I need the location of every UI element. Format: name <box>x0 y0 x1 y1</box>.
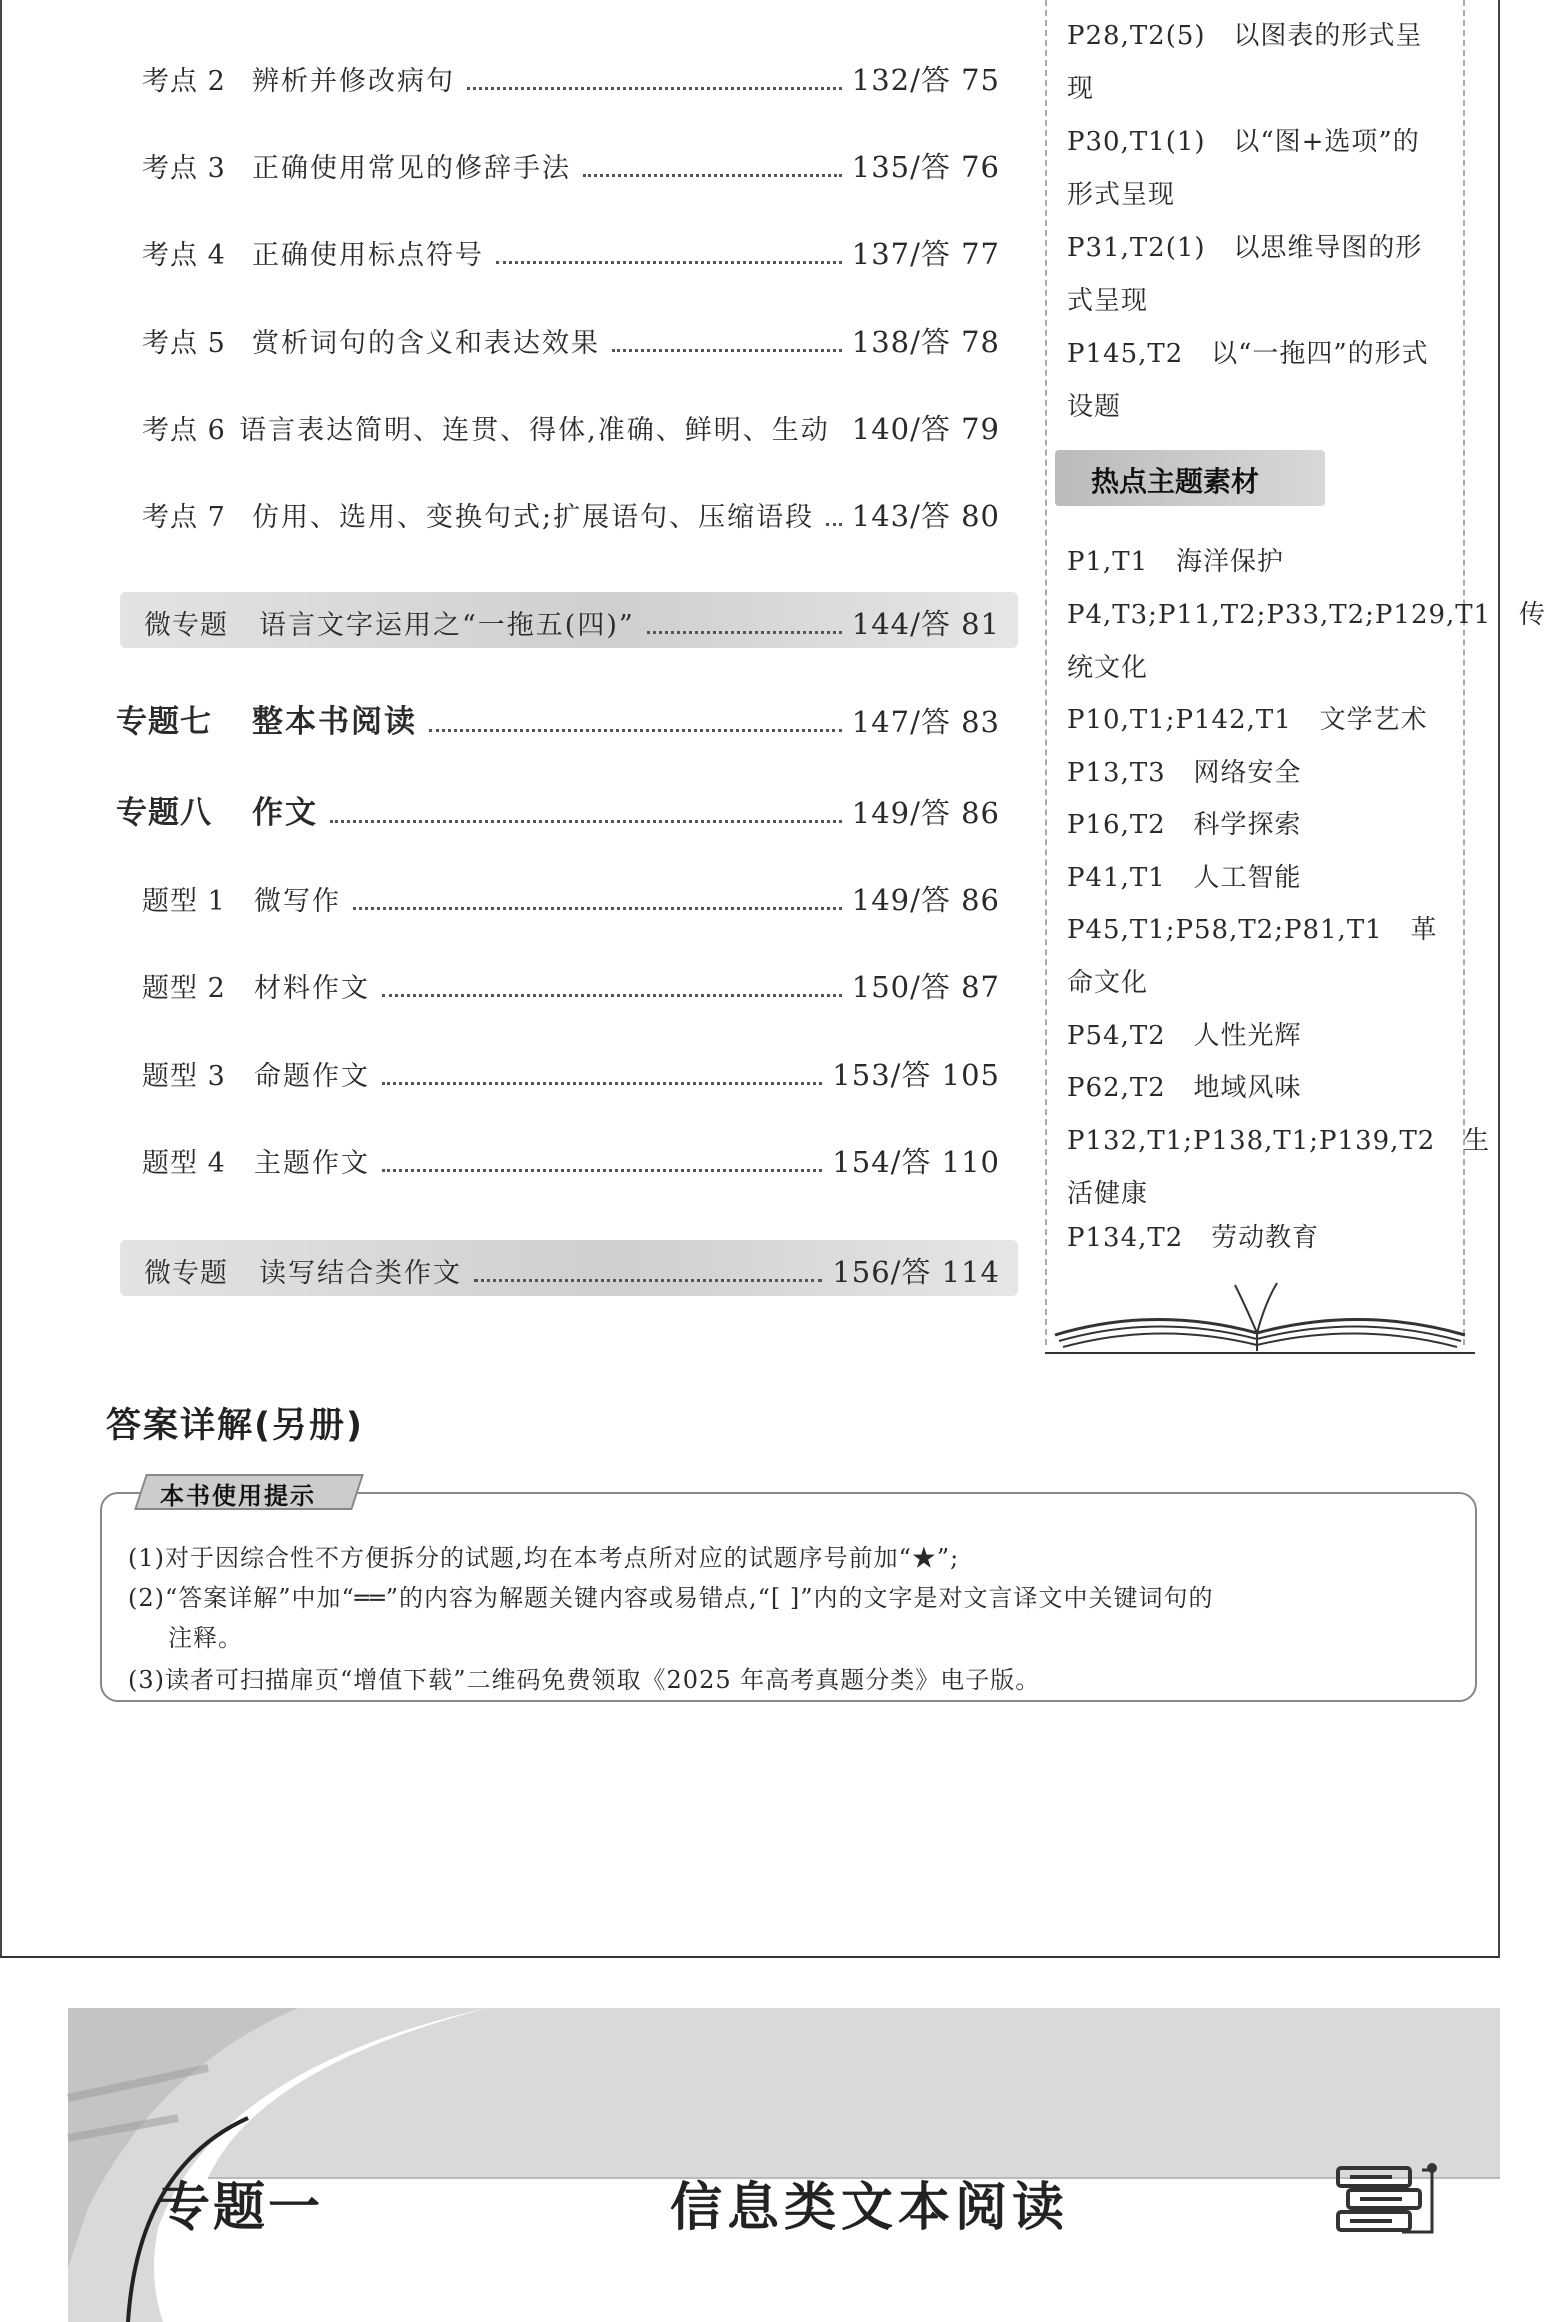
item-text: 传统文化 <box>1067 600 1546 683</box>
leader-dots <box>583 174 842 177</box>
topic-item <box>1067 1115 1491 1221</box>
chapter-label: 专题七 <box>116 704 212 740</box>
entry-title: 读写结合类作文 <box>259 1258 462 1289</box>
item-ref: P54,T2 <box>1067 1021 1166 1051</box>
entry-page: 137/答 77 <box>851 237 1000 271</box>
entry-label: 题型 1 <box>142 886 226 917</box>
entry-page: 153/答 105 <box>832 1058 1000 1092</box>
chapter-title: 整本书阅读 <box>252 704 417 740</box>
tips-heading: 本书使用提示 <box>160 1482 316 1510</box>
item-ref: P1,T1 <box>1067 547 1149 577</box>
sidebar-item <box>1067 10 1445 116</box>
entry-label: 考点 4 <box>142 240 226 271</box>
entry-label: 微专题 <box>144 1258 228 1289</box>
topic-item <box>1067 536 1445 589</box>
entry-page: 149/答 86 <box>851 883 1000 917</box>
entry-title: 语言文字运用之“一拖五(四)” <box>259 610 635 641</box>
item-ref: P10,T1;P142,T1 <box>1067 705 1292 735</box>
leader-dots <box>647 631 842 634</box>
entry-label: 考点 2 <box>142 66 226 97</box>
tip-line: (2)“答案详解”中加“══”的内容为解题关键内容或易错点,“[ ]”内的文字是对文言译文中关键词句的 <box>128 1584 1214 1612</box>
sidebar <box>1045 0 1546 1345</box>
entry-page: 140/答 79 <box>851 412 1000 446</box>
item-text: 科学探索 <box>1193 810 1302 840</box>
topic-item <box>1067 1010 1445 1063</box>
item-ref: P16,T2 <box>1067 810 1166 840</box>
toc-chapter-entry[interactable] <box>116 696 1000 741</box>
leader-dots <box>330 820 842 823</box>
item-text: 以“图+选项”的形式呈现 <box>1067 127 1420 210</box>
entry-page: 135/答 76 <box>851 150 1000 184</box>
item-ref: P13,T3 <box>1067 758 1166 788</box>
entry-label: 考点 7 <box>142 502 226 533</box>
heading-text: 热点主题素材 <box>1091 465 1260 498</box>
toc-chapter-entry[interactable] <box>116 787 1000 832</box>
entry-page: 144/答 81 <box>851 607 1000 641</box>
leader-dots <box>612 349 842 352</box>
entry-title: 主题作文 <box>254 1148 370 1179</box>
toc-entry[interactable] <box>142 407 1000 448</box>
toc-entry[interactable] <box>142 58 1000 99</box>
entry-label: 考点 5 <box>142 328 226 359</box>
topic-item <box>1067 1062 1445 1115</box>
item-ref: P28,T2(5) <box>1067 21 1206 51</box>
entry-label: 考点 6 <box>142 415 226 446</box>
item-ref: P30,T1(1) <box>1067 127 1206 157</box>
leader-dots <box>826 523 842 526</box>
sidebar-item <box>1067 328 1445 434</box>
answer-section-title: 答案详解(另册) <box>106 1406 364 1446</box>
item-ref: P62,T2 <box>1067 1073 1166 1103</box>
item-ref: P145,T2 <box>1067 339 1184 369</box>
entry-page: 147/答 83 <box>851 705 1000 739</box>
item-text: 海洋保护 <box>1175 547 1284 577</box>
leader-dots <box>382 994 842 997</box>
chapter-label: 专题一 <box>158 2177 324 2238</box>
sidebar-item <box>1067 116 1445 222</box>
item-text: 人工智能 <box>1193 863 1302 893</box>
leader-dots <box>467 87 842 90</box>
item-text: 革命文化 <box>1067 915 1438 998</box>
toc-entry[interactable] <box>142 1140 1000 1181</box>
leader-dots <box>496 261 842 264</box>
entry-title: 正确使用标点符号 <box>252 240 484 271</box>
toc-entry[interactable] <box>142 965 1000 1006</box>
item-text: 地域风味 <box>1193 1073 1302 1103</box>
item-text: 人性光辉 <box>1193 1021 1302 1051</box>
micro-topic-band <box>120 592 1018 648</box>
entry-title: 微写作 <box>254 886 341 917</box>
micro-topic-band <box>120 1240 1018 1296</box>
entry-label: 题型 2 <box>142 973 226 1004</box>
entry-page: 156/答 114 <box>832 1255 1000 1289</box>
item-text: 以思维导图的形式呈现 <box>1067 233 1423 316</box>
item-ref: P31,T2(1) <box>1067 233 1206 263</box>
topic-item <box>1067 852 1445 905</box>
leader-dots <box>382 1082 822 1085</box>
entry-title: 语言表达简明、连贯、得体,准确、鲜明、生动 <box>239 415 830 446</box>
toc-entry[interactable] <box>142 878 1000 919</box>
entry-label: 题型 4 <box>142 1148 226 1179</box>
topic-item <box>1067 589 1546 695</box>
topic-item <box>1067 799 1445 852</box>
topic-item <box>1067 1212 1445 1265</box>
toc-entry[interactable] <box>142 320 1000 361</box>
item-text: 文学艺术 <box>1319 705 1428 735</box>
item-text: 以“一拖四”的形式设题 <box>1067 339 1429 422</box>
item-ref: P41,T1 <box>1067 863 1166 893</box>
chapter-title: 作文 <box>252 795 318 831</box>
item-text: 生活健康 <box>1067 1126 1491 1209</box>
toc-entry[interactable] <box>142 1053 1000 1094</box>
entry-title: 材料作文 <box>254 973 370 1004</box>
item-text: 劳动教育 <box>1211 1223 1320 1253</box>
item-ref: P4,T3;P11,T2;P33,T2;P129,T1 <box>1067 600 1492 630</box>
topic-item <box>1067 904 1445 1010</box>
tip-line: 注释。 <box>168 1624 243 1652</box>
item-ref: P134,T2 <box>1067 1223 1184 1253</box>
item-text: 网络安全 <box>1193 758 1302 788</box>
entry-page: 154/答 110 <box>832 1145 1000 1179</box>
item-ref: P132,T1;P138,T1;P139,T2 <box>1067 1126 1436 1156</box>
entry-label: 题型 3 <box>142 1061 226 1092</box>
entry-title: 赏析词句的含义和表达效果 <box>252 328 600 359</box>
toc-entry[interactable] <box>144 1250 1000 1291</box>
document-stack-icon <box>1332 2160 1442 2240</box>
hot-topics-heading <box>1055 450 1325 506</box>
entry-title: 正确使用常见的修辞手法 <box>252 153 571 184</box>
chapter-title: 信息类文本阅读 <box>670 2177 1070 2238</box>
entry-page: 132/答 75 <box>851 63 1000 97</box>
tip-line: (1)对于因综合性不方便拆分的试题,均在本考点所对应的试题序号前加“★”; <box>128 1544 960 1572</box>
entry-page: 143/答 80 <box>851 499 1000 533</box>
leader-dots <box>474 1279 822 1282</box>
item-text: 以图表的形式呈现 <box>1067 21 1423 104</box>
topic-item <box>1067 747 1445 800</box>
toc-entry[interactable] <box>142 232 1000 273</box>
entry-title: 仿用、选用、变换句式;扩展语句、压缩语段 <box>252 502 815 533</box>
leader-dots <box>353 907 842 910</box>
entry-label: 考点 3 <box>142 153 226 184</box>
tip-line: (3)读者可扫描扉页“增值下载”二维码免费领取《2025 年高考真题分类》电子版。 <box>128 1666 1041 1694</box>
entry-title: 命题作文 <box>254 1061 370 1092</box>
leader-dots <box>382 1169 822 1172</box>
open-book-icon <box>1045 1275 1475 1355</box>
toc-entry[interactable] <box>142 145 1000 186</box>
topic-item <box>1067 694 1445 747</box>
entry-page: 149/答 86 <box>851 796 1000 830</box>
sidebar-item <box>1067 222 1445 328</box>
toc-entry[interactable] <box>144 602 1000 643</box>
entry-page: 138/答 78 <box>851 325 1000 359</box>
entry-label: 微专题 <box>144 610 228 641</box>
toc-entry[interactable] <box>142 494 1000 535</box>
item-ref: P45,T1;P58,T2;P81,T1 <box>1067 915 1383 945</box>
entry-page: 150/答 87 <box>851 970 1000 1004</box>
leader-dots <box>429 729 842 732</box>
entry-title: 辨析并修改病句 <box>252 66 455 97</box>
chapter-label: 专题八 <box>116 795 212 831</box>
